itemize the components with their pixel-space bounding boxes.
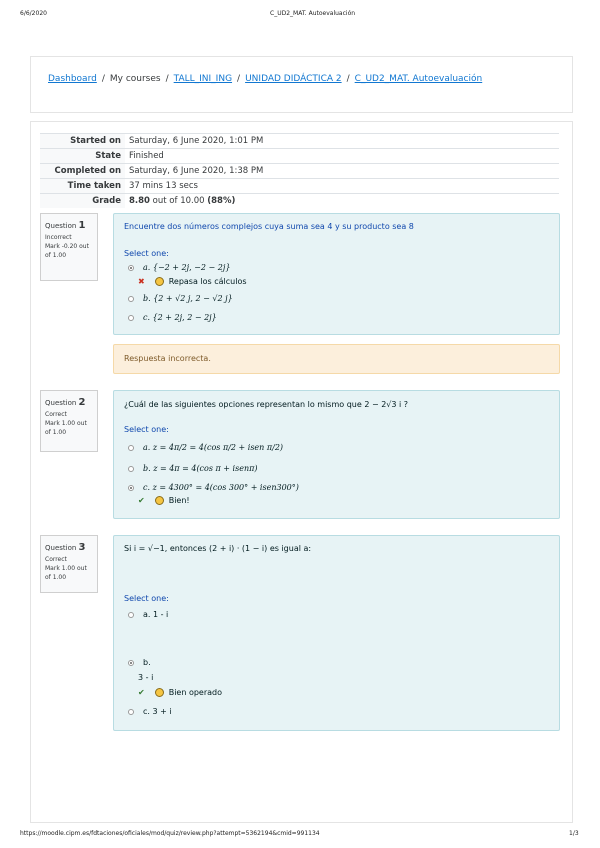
summary-label: Started on xyxy=(40,134,125,149)
answer-feedback: ✖ Repasa los cálculos xyxy=(138,277,247,286)
print-page-number: 1/3 xyxy=(569,830,579,837)
cross-icon: ✖ xyxy=(138,277,145,286)
summary-label: State xyxy=(40,149,125,164)
summary-label: Completed on xyxy=(40,164,125,179)
breadcrumb-my-courses: My courses xyxy=(109,74,161,84)
breadcrumb-card xyxy=(30,56,573,113)
question-number: Question 3 xyxy=(45,542,86,553)
breadcrumb-separator: / xyxy=(101,74,105,84)
question-2-content xyxy=(113,390,560,519)
breadcrumb-unit[interactable]: UNIDAD DIDÁCTICA 2 xyxy=(245,74,342,84)
radio-button[interactable] xyxy=(128,709,134,715)
breadcrumb-separator: / xyxy=(165,74,169,84)
question-text: ¿Cuál de las siguientes opciones representan lo mismo que 2 − 2√3 i ? xyxy=(124,400,409,409)
question-text: Encuentre dos números complejos cuya suma sea 4 y su producto sea 8 xyxy=(124,222,414,231)
summary-row xyxy=(40,194,559,209)
summary-row xyxy=(40,134,559,149)
select-one-label: Select one: xyxy=(124,594,169,603)
option-c[interactable]: c. 3 + i xyxy=(128,707,172,716)
radio-button[interactable] xyxy=(128,315,134,321)
summary-row xyxy=(40,164,559,179)
question-state: Incorrect xyxy=(45,234,72,241)
question-2-info xyxy=(40,390,98,452)
breadcrumb-separator: / xyxy=(237,74,241,84)
question-text: Si i = √−1, entonces (2 + i) · (1 − i) es igual a: xyxy=(124,544,312,553)
option-b[interactable]: b. xyxy=(128,658,151,667)
question-state: Correct xyxy=(45,556,67,563)
print-title: C_UD2_MAT. Autoevaluación xyxy=(270,10,356,17)
summary-value: Saturday, 6 June 2020, 1:01 PM xyxy=(125,134,559,149)
breadcrumb-quiz[interactable]: C_UD2_MAT. Autoevaluación xyxy=(354,74,483,84)
option-a[interactable]: a. z = 4π/2 = 4(cos π/2 + isen π/2) xyxy=(128,443,283,452)
question-3-info xyxy=(40,535,98,593)
breadcrumb xyxy=(48,74,482,84)
radio-button[interactable] xyxy=(128,660,134,666)
question-mark: Mark -0.20 out of 1.00 xyxy=(45,243,89,259)
question-1-content xyxy=(113,213,560,335)
option-c[interactable]: c. z = 4300° = 4(cos 300° + isen300°) xyxy=(128,483,299,492)
radio-button[interactable] xyxy=(128,485,134,491)
grade-percent: (88%) xyxy=(207,196,236,206)
breadcrumb-course[interactable]: TALL_INI_ING xyxy=(173,74,233,84)
question-number: Question 1 xyxy=(45,220,86,231)
radio-button[interactable] xyxy=(128,296,134,302)
smiley-icon xyxy=(155,688,164,697)
option-b[interactable]: b. z = 4π = 4(cos π + isenπ) xyxy=(128,464,257,473)
summary-value xyxy=(125,194,559,209)
option-a[interactable]: a. {−2 + 2j, −2 − 2j} xyxy=(128,263,230,272)
sad-face-icon xyxy=(155,277,164,286)
breadcrumb-dashboard[interactable]: Dashboard xyxy=(48,74,97,84)
radio-button[interactable] xyxy=(128,445,134,451)
grade-max: out of 10.00 xyxy=(149,196,208,206)
select-one-label: Select one: xyxy=(124,425,169,434)
option-b-value: 3 - i xyxy=(138,673,154,682)
answer-feedback: ✔ Bien operado xyxy=(138,688,223,697)
breadcrumb-separator: / xyxy=(346,74,350,84)
print-url: https://moodle.cipm.es/fdtaciones/oficiales/mod/quiz/review.php?attempt=5362194&cmid=991134 xyxy=(20,830,320,837)
question-1-info xyxy=(40,213,98,281)
grade-value: 8.80 xyxy=(129,196,150,206)
radio-button[interactable] xyxy=(128,612,134,618)
question-3-content xyxy=(113,535,560,731)
checkmark-icon: ✔ xyxy=(138,688,145,697)
option-c[interactable]: c. {2 + 2j, 2 − 2j} xyxy=(128,313,217,322)
summary-label: Time taken xyxy=(40,179,125,194)
attempt-summary-table xyxy=(40,133,559,208)
summary-row xyxy=(40,149,559,164)
question-1-general-feedback: Respuesta incorrecta. xyxy=(113,344,560,374)
summary-value: 37 mins 13 secs xyxy=(125,179,559,194)
summary-value: Finished xyxy=(125,149,559,164)
question-mark: Mark 1.00 out of 1.00 xyxy=(45,565,87,581)
question-state: Correct xyxy=(45,411,67,418)
option-b[interactable]: b. {2 + √2 j, 2 − √2 j} xyxy=(128,294,233,303)
summary-label: Grade xyxy=(40,194,125,209)
checkmark-icon: ✔ xyxy=(138,496,145,505)
question-mark: Mark 1.00 out of 1.00 xyxy=(45,420,87,436)
select-one-label: Select one: xyxy=(124,249,169,258)
smiley-icon xyxy=(155,496,164,505)
radio-button[interactable] xyxy=(128,466,134,472)
option-a[interactable]: a. 1 - i xyxy=(128,610,168,619)
print-date: 6/6/2020 xyxy=(20,10,47,17)
summary-row xyxy=(40,179,559,194)
radio-button[interactable] xyxy=(128,265,134,271)
answer-feedback: ✔ Bien! xyxy=(138,496,190,505)
question-number: Question 2 xyxy=(45,397,86,408)
summary-value: Saturday, 6 June 2020, 1:38 PM xyxy=(125,164,559,179)
